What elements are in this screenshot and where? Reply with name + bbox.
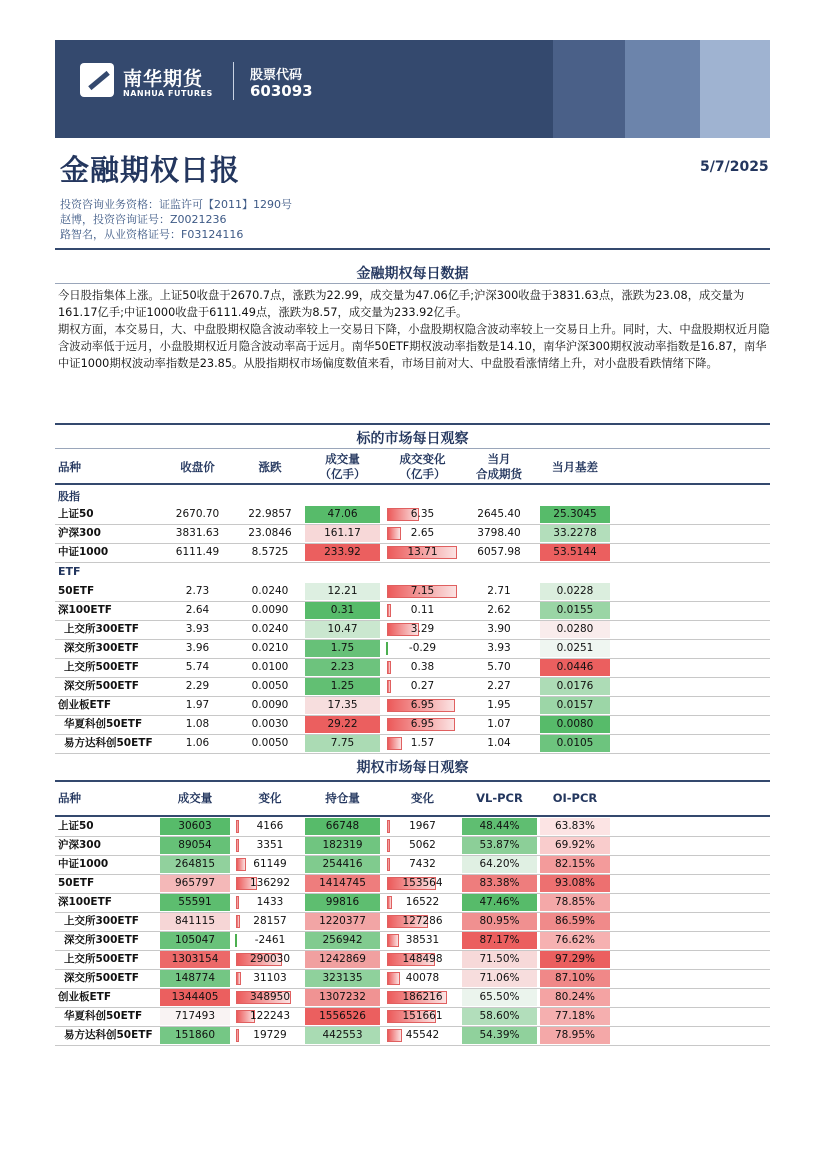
- oi-change: 127286: [402, 915, 443, 927]
- meta-line: 投资咨询业务资格：证监许可【2011】1290号: [60, 198, 292, 211]
- close-price: 3.93: [185, 623, 210, 635]
- options-volume: 30603: [160, 818, 230, 835]
- open-interest: 182319: [305, 837, 380, 854]
- column-header: 收盘价: [180, 460, 215, 474]
- volume-change: 6.35: [410, 508, 435, 520]
- row-name: 上交所300ETF: [64, 915, 139, 927]
- row-name: 深交所300ETF: [64, 934, 139, 946]
- close-price: 1.06: [185, 737, 210, 749]
- volume-change: 290030: [249, 953, 291, 965]
- column-header: 持仓量: [325, 791, 360, 805]
- vl-pcr: 87.17%: [462, 932, 537, 949]
- basis: 0.0105: [540, 735, 610, 752]
- row-name: 易方达科创50ETF: [64, 1029, 153, 1041]
- change: 22.9857: [248, 508, 292, 520]
- close-price: 1.08: [185, 718, 210, 730]
- column-header: 成交量: [177, 791, 213, 805]
- volume-change: 3351: [256, 839, 284, 851]
- brand-name: 南华期货: [123, 68, 204, 90]
- header-rule: [55, 815, 770, 817]
- open-interest: 254416: [305, 856, 380, 873]
- group-label: 股指: [58, 490, 80, 503]
- oi-pcr: 69.92%: [540, 837, 610, 854]
- oi-pcr: 93.08%: [540, 875, 610, 892]
- synthetic-future: 2.71: [487, 585, 511, 597]
- change: 8.5725: [251, 546, 289, 558]
- oi-pcr: 78.85%: [540, 894, 610, 911]
- volume-change: 6.95: [410, 718, 435, 730]
- close-price: 2.64: [185, 604, 210, 616]
- volume: 29.22: [305, 716, 380, 733]
- close-price: 6111.49: [175, 546, 220, 558]
- synthetic-future: 1.07: [487, 718, 511, 730]
- volume: 1.75: [305, 640, 380, 657]
- volume-change: 1.57: [410, 737, 435, 749]
- summary-paragraph: 今日股指集体上涨。上证50收盘于2670.7点，涨跌为22.99，成交量为47.06亿手;沪深300收盘于3831.63点，涨跌为23.08，成交量为161.17亿手;中证1000收盘于6111.49点，涨跌为8.57，成交量为233.92亿手。: [58, 289, 745, 319]
- oi-pcr: 82.15%: [540, 856, 610, 873]
- volume-change: 31103: [253, 972, 287, 984]
- change: 23.0846: [248, 527, 292, 539]
- brand-name-en: NANHUA FUTURES: [123, 89, 213, 98]
- report-date: 5/7/2025: [700, 159, 769, 175]
- volume-change: 348950: [249, 991, 291, 1003]
- synthetic-future: 2.62: [487, 604, 511, 616]
- volume: 1.25: [305, 678, 380, 695]
- oi-change: 38531: [405, 934, 440, 946]
- vl-pcr: 54.39%: [462, 1027, 537, 1044]
- open-interest: 99816: [305, 894, 380, 911]
- oi-change: 153564: [402, 877, 443, 889]
- open-interest: 1220377: [305, 913, 380, 930]
- oi-pcr: 76.62%: [540, 932, 610, 949]
- stock-code: 603093: [250, 82, 313, 100]
- options-volume: 264815: [160, 856, 230, 873]
- volume-change: 4166: [256, 820, 284, 832]
- vl-pcr: 53.87%: [462, 837, 537, 854]
- oi-change: 40078: [405, 972, 440, 984]
- synthetic-future: 3.90: [487, 623, 511, 635]
- meta-line: 赵博，投资咨询证号：Z0021236: [60, 213, 227, 226]
- options-volume: 841115: [160, 913, 230, 930]
- column-header: 涨跌: [258, 460, 282, 474]
- row-rule: [55, 1045, 770, 1046]
- close-price: 2.73: [185, 585, 210, 597]
- volume: 47.06: [305, 506, 380, 523]
- row-name: 上证50: [58, 508, 94, 520]
- volume-change: 7.15: [410, 585, 435, 597]
- basis: 25.3045: [540, 506, 610, 523]
- change: 0.0050: [251, 680, 289, 692]
- synthetic-future: 3.93: [487, 642, 511, 654]
- close-price: 3831.63: [175, 527, 220, 539]
- volume-change: 2.65: [410, 527, 435, 539]
- basis: 0.0080: [540, 716, 610, 733]
- vl-pcr: 47.46%: [462, 894, 537, 911]
- volume-change: 61149: [253, 858, 287, 870]
- open-interest: 256942: [305, 932, 380, 949]
- volume-change: 122243: [249, 1010, 291, 1022]
- volume: 17.35: [305, 697, 380, 714]
- volume-change: 19729: [253, 1029, 287, 1041]
- volume-change: 3.29: [410, 623, 435, 635]
- header-rule: [55, 483, 770, 485]
- change: 0.0090: [251, 699, 289, 711]
- open-interest: 323135: [305, 970, 380, 987]
- column-header: 当月基差: [552, 460, 598, 474]
- vl-pcr: 58.60%: [462, 1008, 537, 1025]
- row-name: 深100ETF: [58, 604, 112, 616]
- change: 0.0210: [251, 642, 289, 654]
- oi-pcr: 86.59%: [540, 913, 610, 930]
- section-title: 期权市场每日观察: [356, 760, 469, 776]
- vl-pcr: 80.95%: [462, 913, 537, 930]
- section-title: 金融期权每日数据: [356, 266, 469, 282]
- volume-change: 0.27: [410, 680, 435, 692]
- row-name: 深交所300ETF: [64, 642, 139, 654]
- volume-change: 0.11: [410, 604, 435, 616]
- open-interest: 1242869: [305, 951, 380, 968]
- column-header: 成交量 （亿手）: [319, 452, 366, 481]
- oi-change: 45542: [405, 1029, 440, 1041]
- options-volume: 89054: [160, 837, 230, 854]
- volume-change: 0.38: [410, 661, 435, 673]
- row-name: 深交所500ETF: [64, 680, 139, 692]
- volume: 12.21: [305, 583, 380, 600]
- open-interest: 1307232: [305, 989, 380, 1006]
- change: 0.0240: [251, 623, 289, 635]
- volume: 2.23: [305, 659, 380, 676]
- open-interest: 66748: [305, 818, 380, 835]
- close-price: 2670.70: [175, 508, 220, 520]
- volume: 233.92: [305, 544, 380, 561]
- oi-change: 7432: [409, 858, 436, 870]
- row-name: 易方达科创50ETF: [64, 737, 153, 749]
- row-name: 深交所500ETF: [64, 972, 139, 984]
- open-interest: 1556526: [305, 1008, 380, 1025]
- synthetic-future: 2645.40: [477, 508, 521, 520]
- meta-line: 路智名，从业资格证号：F03124116: [60, 228, 244, 241]
- basis: 0.0446: [540, 659, 610, 676]
- options-volume: 55591: [160, 894, 230, 911]
- basis: 0.0228: [540, 583, 610, 600]
- close-price: 2.29: [185, 680, 210, 692]
- row-name: 创业板ETF: [58, 991, 112, 1003]
- synthetic-future: 1.04: [487, 737, 511, 749]
- oi-change: 151661: [402, 1010, 443, 1022]
- row-name: 50ETF: [58, 585, 95, 597]
- change: 0.0240: [251, 585, 289, 597]
- row-name: 上交所300ETF: [64, 623, 139, 635]
- options-volume: 717493: [160, 1008, 230, 1025]
- volume: 0.31: [305, 602, 380, 619]
- column-header: VL-PCR: [476, 791, 523, 805]
- volume-change: 6.95: [410, 699, 435, 711]
- options-volume: 151860: [160, 1027, 230, 1044]
- vl-pcr: 65.50%: [462, 989, 537, 1006]
- oi-pcr: 97.29%: [540, 951, 610, 968]
- volume-change: 136292: [249, 877, 291, 889]
- vl-pcr: 71.06%: [462, 970, 537, 987]
- row-rule: [55, 562, 770, 563]
- volume: 7.75: [305, 735, 380, 752]
- volume-change: 1433: [256, 896, 284, 908]
- column-header: 成交变化 （亿手）: [399, 452, 446, 481]
- volume: 10.47: [305, 621, 380, 638]
- section-title: 标的市场每日观察: [356, 431, 469, 447]
- column-header: 变化: [411, 791, 434, 805]
- oi-pcr: 87.10%: [540, 970, 610, 987]
- nanhua-logo-icon: [80, 63, 114, 97]
- group-label: ETF: [58, 565, 81, 578]
- column-header: 品种: [58, 460, 81, 474]
- row-name: 沪深300: [58, 527, 101, 539]
- vl-pcr: 83.38%: [462, 875, 537, 892]
- oi-change: 16522: [405, 896, 440, 908]
- column-header: OI-PCR: [552, 791, 598, 805]
- basis: 33.2278: [540, 525, 610, 542]
- volume: 161.17: [305, 525, 380, 542]
- stock-code-label: 股票代码: [250, 68, 303, 83]
- basis: 0.0251: [540, 640, 610, 657]
- vl-pcr: 71.50%: [462, 951, 537, 968]
- vl-pcr: 64.20%: [462, 856, 537, 873]
- options-volume: 1303154: [160, 951, 230, 968]
- row-name: 华夏科创50ETF: [64, 1010, 143, 1022]
- column-header: 品种: [58, 791, 81, 805]
- oi-change: 5062: [409, 839, 436, 851]
- options-volume: 148774: [160, 970, 230, 987]
- volume-change: 13.71: [407, 546, 438, 558]
- close-price: 3.96: [185, 642, 210, 654]
- column-header: 变化: [258, 791, 282, 805]
- synthetic-future: 2.27: [487, 680, 511, 692]
- market-summary: [58, 287, 770, 372]
- synthetic-future: 3798.40: [477, 527, 521, 539]
- volume-change: 28157: [253, 915, 287, 927]
- volume-change: -0.29: [408, 642, 437, 654]
- volume-change: -2461: [254, 934, 286, 946]
- row-name: 上证50: [58, 820, 94, 832]
- oi-pcr: 63.83%: [540, 818, 610, 835]
- open-interest: 1414745: [305, 875, 380, 892]
- change: 0.0100: [251, 661, 289, 673]
- basis: 0.0176: [540, 678, 610, 695]
- basis: 53.5144: [540, 544, 610, 561]
- oi-change: 1967: [409, 820, 436, 832]
- column-header: 当月 合成期货: [476, 452, 522, 481]
- options-volume: 965797: [160, 875, 230, 892]
- row-name: 50ETF: [58, 877, 95, 889]
- oi-change: 186216: [402, 991, 443, 1003]
- basis: 0.0157: [540, 697, 610, 714]
- row-name: 华夏科创50ETF: [64, 718, 143, 730]
- oi-pcr: 78.95%: [540, 1027, 610, 1044]
- change: 0.0090: [251, 604, 289, 616]
- row-name: 沪深300: [58, 839, 101, 851]
- row-name: 深100ETF: [58, 896, 112, 908]
- report-title: 金融期权日报: [60, 153, 241, 187]
- close-price: 1.97: [185, 699, 210, 711]
- options-volume: 1344405: [160, 989, 230, 1006]
- oi-pcr: 77.18%: [540, 1008, 610, 1025]
- oi-change: 148498: [402, 953, 443, 965]
- synthetic-future: 6057.98: [477, 546, 521, 558]
- row-name: 创业板ETF: [58, 699, 112, 711]
- synthetic-future: 5.70: [487, 661, 511, 673]
- close-price: 5.74: [185, 661, 210, 673]
- row-name: 上交所500ETF: [64, 953, 139, 965]
- row-rule: [55, 753, 770, 754]
- row-name: 上交所500ETF: [64, 661, 139, 673]
- basis: 0.0155: [540, 602, 610, 619]
- vl-pcr: 48.44%: [462, 818, 537, 835]
- synthetic-future: 1.95: [487, 699, 511, 711]
- open-interest: 442553: [305, 1027, 380, 1044]
- options-volume: 105047: [160, 932, 230, 949]
- basis: 0.0280: [540, 621, 610, 638]
- summary-paragraph: 期权方面，本交易日，大、中盘股期权隐含波动率较上一交易日下降，小盘股期权隐含波动率较上一交易日上升。同时，大、中盘股期权近月隐含波动率低于远月，小盘股期权近月隐含波动率高于远月。南华50ETF期权波动率指数是14.10，南华沪深300期权波动率指数是16.87，南华中证1000期权波动率指数是23.85。从股指期权市场偏度数值来看，市场目前对大、中盘股看涨情绪上升，对小盘股看跌情绪下降。: [58, 323, 770, 370]
- change: 0.0050: [251, 737, 289, 749]
- row-name: 中证1000: [58, 858, 109, 870]
- change: 0.0030: [251, 718, 289, 730]
- oi-pcr: 80.24%: [540, 989, 610, 1006]
- header-banner: [55, 40, 770, 138]
- row-name: 中证1000: [58, 546, 109, 558]
